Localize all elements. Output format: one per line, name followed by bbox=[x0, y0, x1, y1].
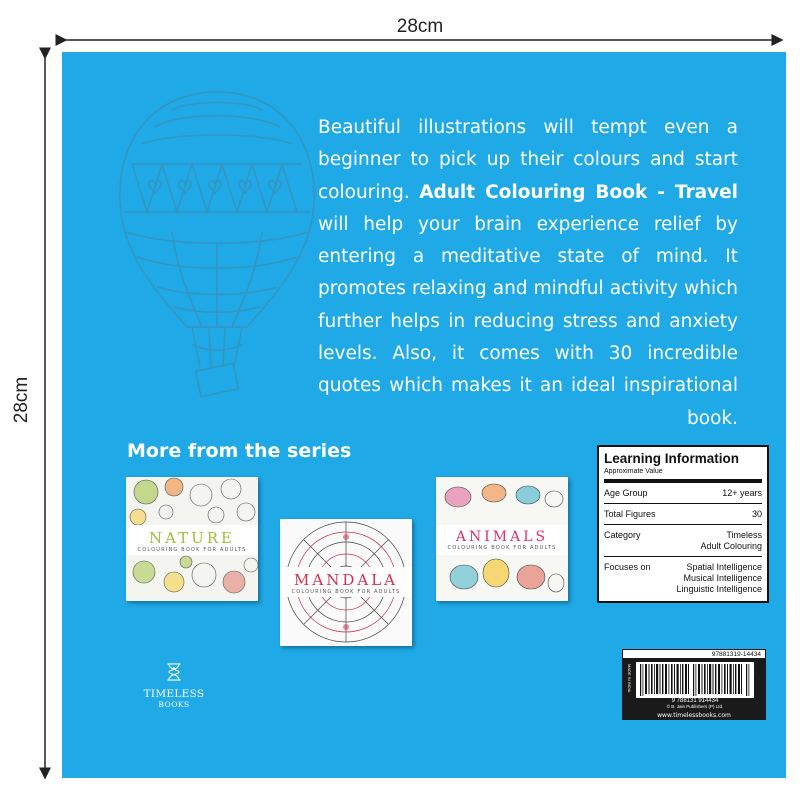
learning-information-box bbox=[597, 445, 769, 603]
info-row-total-figures bbox=[604, 504, 762, 525]
barcode-image bbox=[636, 662, 754, 698]
description-intro: Beautiful illustrations will tempt even a beginner to pick up their colours and start colouring. bbox=[318, 117, 738, 203]
back-cover bbox=[62, 52, 786, 778]
info-value bbox=[676, 562, 762, 595]
barcode-number: 9 788131 914434 bbox=[671, 698, 719, 704]
learning-info-subtitle: Approximate Value bbox=[604, 467, 762, 483]
publisher-website: www.timelessbooks.com bbox=[622, 711, 766, 720]
info-row-category bbox=[604, 525, 762, 557]
animals-title-band bbox=[436, 525, 568, 555]
mandala-subtitle: COLOURING BOOK FOR ADULTS bbox=[291, 589, 401, 595]
nature-title: NATURE bbox=[148, 529, 236, 547]
hot-air-balloon-illustration bbox=[112, 82, 322, 412]
hourglass-icon bbox=[163, 662, 185, 682]
mandala-title: MANDALA bbox=[294, 571, 398, 589]
animals-subtitle: COLOURING BOOK FOR ADULTS bbox=[447, 545, 557, 551]
info-row-age-group bbox=[604, 483, 762, 504]
info-label: Total Figures bbox=[604, 509, 656, 519]
logo-books: BOOKS bbox=[158, 700, 190, 709]
nature-subtitle: COLOURING BOOK FOR ADULTS bbox=[137, 547, 247, 553]
logo-name: TIMELESS bbox=[143, 688, 205, 700]
series-heading: More from the series bbox=[127, 440, 352, 462]
description-body: will help your brain experience relief by entering a meditative state of mind. It promotes relaxing and mindful activity which further helps in reducing stress and anxiety levels. Also, it comes with 30 incredible quotes which makes it an ideal inspirational book. bbox=[318, 213, 738, 429]
nature-title-band bbox=[126, 525, 258, 555]
mandala-title-band bbox=[280, 567, 412, 597]
series-book-animals bbox=[436, 477, 568, 601]
series-book-nature bbox=[126, 477, 258, 601]
info-value bbox=[700, 530, 762, 552]
barcode-publisher: © B. Jain Publishers (P) Ltd. bbox=[666, 704, 724, 709]
timeless-books-logo bbox=[134, 662, 214, 722]
info-label: Focuses on bbox=[604, 562, 651, 572]
barcode-bars bbox=[636, 662, 754, 698]
book-code: BN3036 bbox=[757, 661, 762, 676]
barcode-isbn-top: 97881319-14434 bbox=[622, 649, 766, 659]
info-value-line: Adult Colouring bbox=[700, 541, 762, 551]
info-value-line: Musical Intelligence bbox=[683, 573, 762, 583]
info-value: 12+ years bbox=[722, 488, 762, 498]
description-book-title: Adult Colouring Book - Travel bbox=[419, 181, 738, 203]
height-label: 28cm bbox=[11, 376, 32, 424]
info-value-line: Timeless bbox=[726, 530, 762, 540]
info-label: Category bbox=[604, 530, 641, 540]
info-label: Age Group bbox=[604, 488, 648, 498]
barcode-block bbox=[622, 649, 766, 713]
info-row-focuses-on bbox=[604, 557, 762, 599]
info-value: 30 bbox=[751, 509, 762, 519]
info-value-line: Spatial Intelligence bbox=[686, 562, 762, 572]
learning-info-title: Learning Information bbox=[604, 451, 739, 466]
info-value-line: Linguistic Intelligence bbox=[676, 584, 762, 594]
series-book-mandala bbox=[280, 519, 412, 646]
animals-title: ANIMALS bbox=[455, 529, 549, 545]
book-description bbox=[318, 112, 738, 435]
width-label: 28cm bbox=[396, 16, 444, 37]
made-in-label: MADE IN INDIA bbox=[627, 664, 632, 693]
